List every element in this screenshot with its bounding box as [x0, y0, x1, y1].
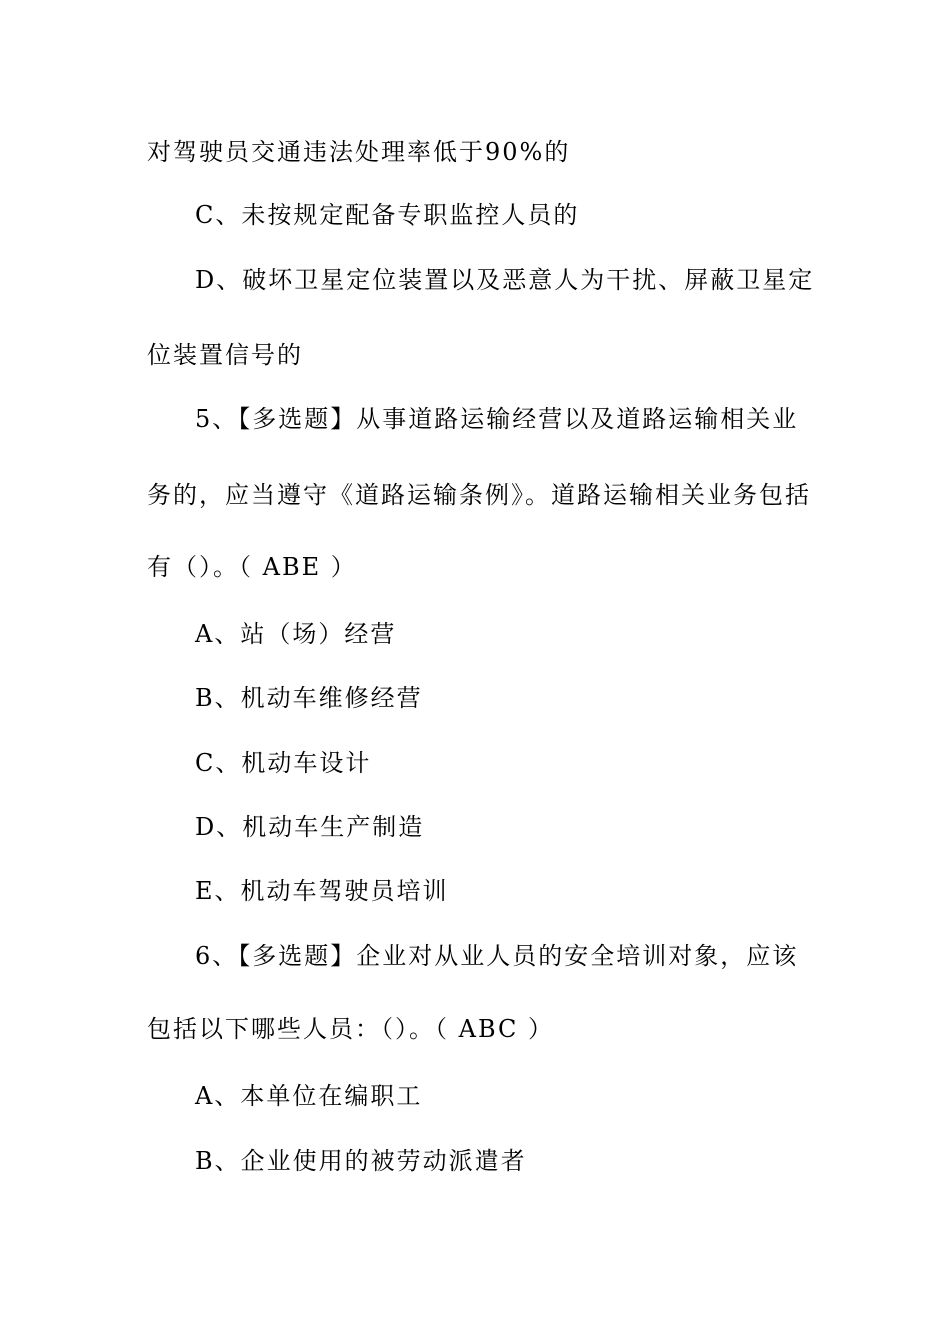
option-e: E、机动车驾驶员培训	[195, 877, 449, 905]
text-line: 对驾驶员交通违法处理率低于90%的	[147, 138, 571, 166]
option-d: D、机动车生产制造	[195, 813, 425, 841]
option-a: A、站（场）经营	[195, 620, 397, 648]
question-5-cont: 务的，应当遵守《道路运输条例》。道路运输相关业务包括	[147, 481, 811, 509]
question-6-answer: 包括以下哪些人员：（）。（ ABC ）	[147, 1015, 555, 1043]
question-5: 5、【多选题】从事道路运输经营以及道路运输相关业	[195, 405, 799, 433]
option-d: D、破坏卫星定位装置以及恶意人为干扰、屏蔽卫星定	[195, 266, 815, 294]
question-6: 6、【多选题】企业对从业人员的安全培训对象，应该	[195, 942, 799, 970]
option-c: C、未按规定配备专职监控人员的	[195, 201, 580, 229]
option-c: C、机动车设计	[195, 749, 372, 777]
option-b: B、企业使用的被劳动派遣者	[195, 1147, 527, 1175]
text-line: 位装置信号的	[147, 341, 303, 369]
question-5-answer: 有（）。（ ABE ）	[147, 553, 357, 581]
option-b: B、机动车维修经营	[195, 684, 423, 712]
option-a: A、本单位在编职工	[195, 1082, 423, 1110]
